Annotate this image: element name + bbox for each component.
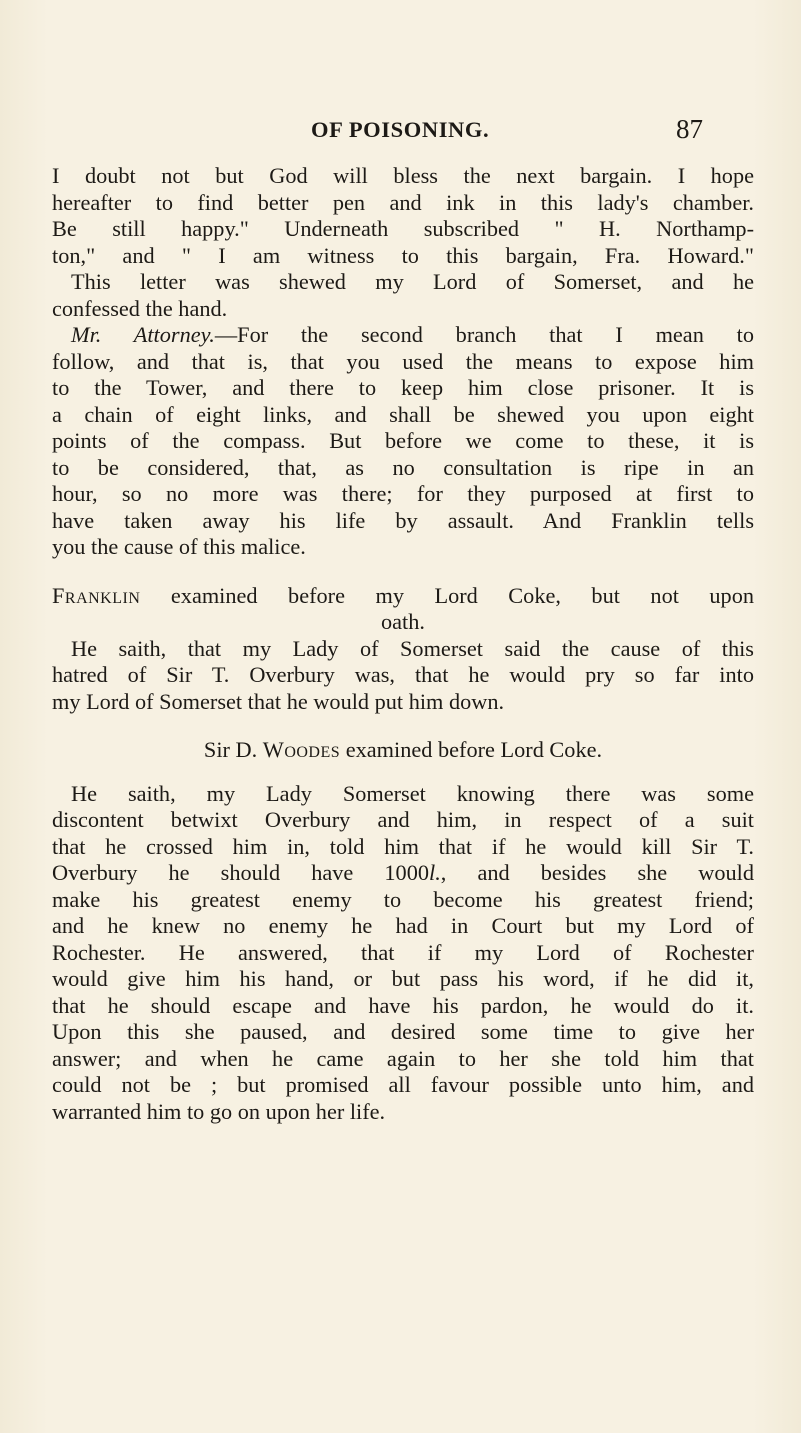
text-line: would give him his hand, or but pass his word, if he did it, (52, 966, 754, 991)
text-line: answer; and when he came again to her she told him that (52, 1045, 754, 1071)
text-line: Upon this she paused, and desired some time to give her (52, 1019, 754, 1044)
text-line: make his greatest enemy to become his greatest friend; (52, 886, 754, 912)
heading-line (52, 737, 754, 764)
heading-prefix: Sir D. (203, 737, 263, 762)
section-gap (52, 561, 754, 583)
paragraph-letter-end (52, 163, 754, 269)
witness-name: Franklin (52, 582, 141, 608)
text-line: He saith, my Lady Somerset knowing there was some (71, 780, 754, 806)
text-line: that he crossed him in, told him that if he would kill Sir T. (52, 833, 754, 859)
woodes-heading (52, 737, 754, 764)
text-line: to the Tower, and there to keep him close prisoner. It is (52, 375, 754, 400)
text-line: He saith, that my Lady of Somerset said the cause of this (71, 635, 754, 661)
speaker-name: Mr. Attorney. (71, 322, 215, 347)
witness-name: Woodes (262, 737, 341, 762)
text-line: and he knew no enemy he had in Court but my Lord of (52, 913, 754, 938)
text-line: warranted him to go on upon her life. (52, 1098, 386, 1124)
heading-line (52, 583, 754, 610)
sum-text-before: Overbury he should have 1000 (52, 860, 429, 885)
text-line: Rochester. He answered, that if my Lord of Rochester (52, 939, 754, 965)
text-line: have taken away his life by assault. And Franklin tells (52, 507, 754, 533)
text-line: hatred of Sir T. Overbury was, that he would pry so far into (52, 662, 754, 687)
section-gap (52, 764, 754, 781)
text-line (52, 860, 754, 887)
text-line: that he should escape and have his pardon, he would do it. (52, 992, 754, 1018)
paragraph-franklin (52, 636, 754, 716)
text-line: could not be ; but promised all favour possible unto him, and (52, 1072, 754, 1097)
text-line: hereafter to find better pen and ink in this lady's chamber. (52, 189, 754, 215)
page-header (0, 116, 801, 156)
text-line: This letter was shewed my Lord of Somerset, and he (71, 269, 754, 294)
sum-unit: l. (429, 860, 441, 885)
franklin-heading (52, 583, 754, 636)
text-line: hour, so no more was there; for they purposed at first to (52, 481, 754, 506)
sum-text-after: , and besides she would (440, 860, 755, 885)
heading-text: examined before Lord Coke. (340, 737, 603, 762)
text-line: you the cause of this malice. (52, 534, 306, 559)
text-line: my Lord of Somerset that he would put him down. (52, 688, 505, 714)
text-line: I doubt not but God will bless the next bargain. I hope (52, 163, 754, 188)
running-title: OF POISONING. (311, 117, 490, 142)
text-line: confessed the hand. (52, 295, 228, 321)
heading-line: oath. (381, 609, 425, 634)
section-gap (52, 715, 754, 737)
page-number: 87 (676, 114, 703, 144)
text-line: a chain of eight links, and shall be shewed you upon eight (52, 401, 754, 427)
heading-text: examined before my Lord Coke, but not upon (140, 582, 754, 608)
text-line: to be considered, that, as no consultation is ripe in an (52, 454, 754, 480)
paragraph-woodes (52, 781, 754, 1126)
text-line: ton," and " I am witness to this bargain, Fra. Howard." (52, 242, 754, 268)
text-line: Be still happy." Underneath subscribed " H. Northamp- (52, 216, 754, 241)
speaker-text: —For the second branch that I mean to (214, 322, 754, 347)
page-body (52, 163, 754, 1125)
text-line (52, 322, 754, 349)
paragraph-letter-shewed (52, 269, 754, 322)
paragraph-attorney (52, 322, 754, 561)
text-line: follow, and that is, that you used the means to expose him (52, 348, 754, 374)
text-line: discontent betwixt Overbury and him, in respect of a suit (52, 807, 754, 832)
text-line: points of the compass. But before we come to these, it is (52, 428, 754, 453)
